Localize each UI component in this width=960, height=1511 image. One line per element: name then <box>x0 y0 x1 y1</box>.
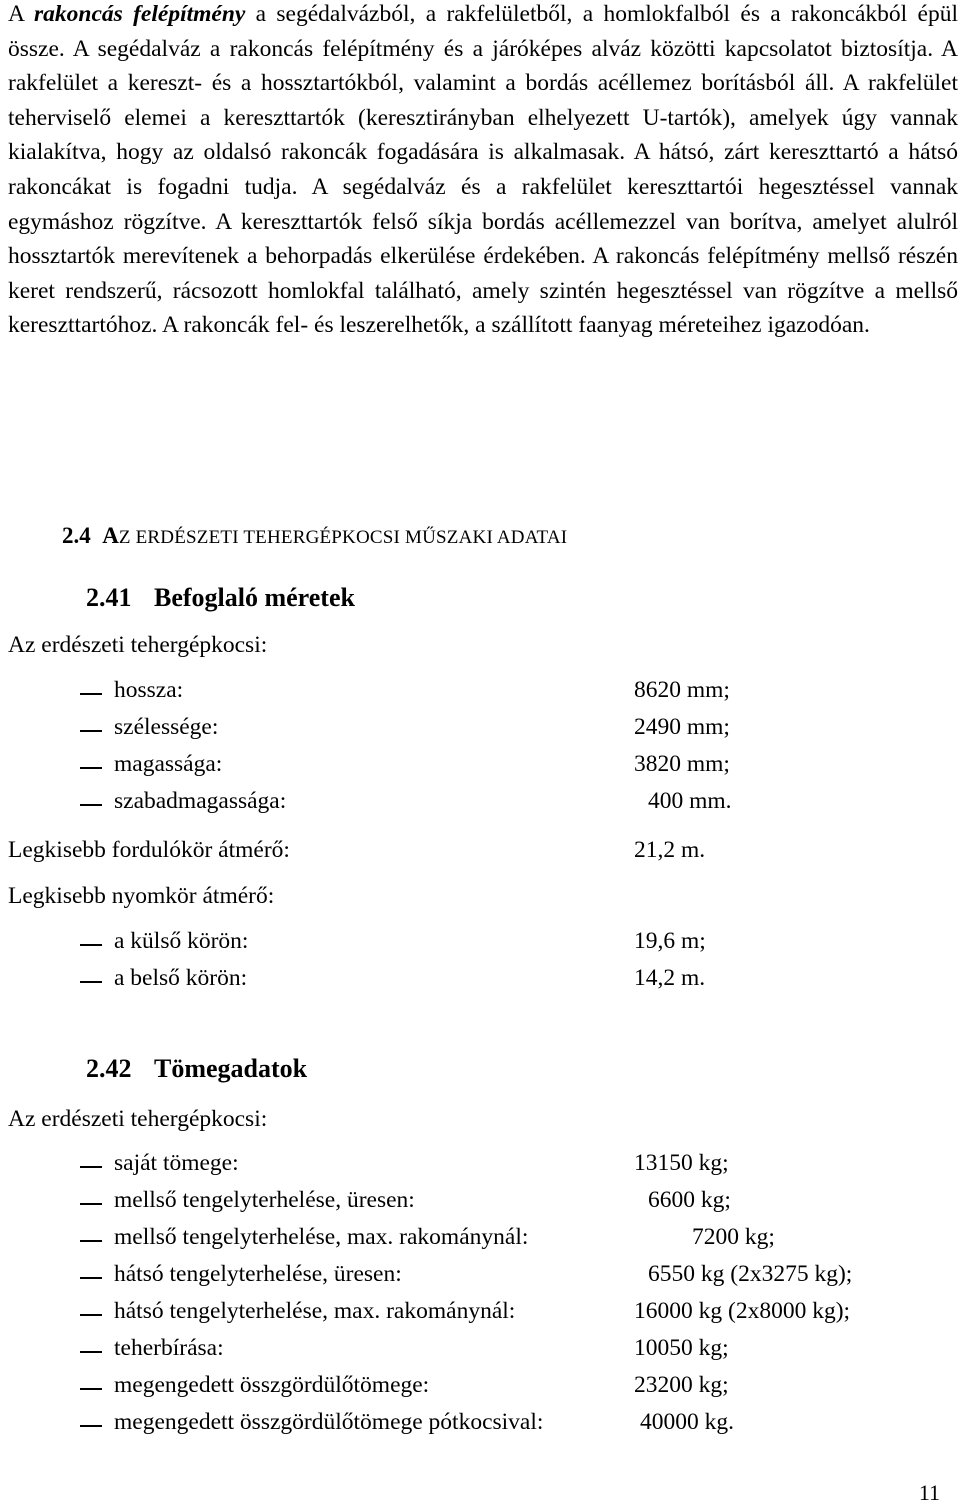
dash-marker <box>80 730 102 732</box>
dim-value: 3820 mm; <box>634 751 730 777</box>
subsection-title: Tömegadatok <box>154 1054 308 1083</box>
mass-label: hátsó tengelyterhelése, üresen: <box>114 1261 402 1287</box>
intro-text: a segédalvázból, a rakfelületből, a homlokfalból és a rakoncákból épül össze. A segédalváz a rakoncás felépítmény és a járóképes alváz közötti kapcsolatot biztosítja. A rakfelület a kereszt- és a hossztartókból, valamint a bordás acéllemez borításból áll. A rakfelület teherviselő elemei a kereszttartók (keresztirányban elhelyezett U-tartók), amelyek úgy vannak kialakítva, hogy az oldalsó rakoncák fogadására is alkalmasak. A hátsó, zárt kereszttartó a hátsó rakoncákat is fogadni tudja. A segédalváz és a rakfelület kereszttartói hegesztéssel vannak egymáshoz rögzítve. A kereszttartók felső síkja bordás acéllemezzel van borítva, amelyet alulról hossztartók merevítenek a behorpadás elkerülése érdekében. A rakoncás felépítmény mellső részén keret rendszerű, rácsozott homlokfal található, amely szintén hegesztéssel van rögzítve a mellső kereszttartóhoz. A rakoncák fel- és leszerelhetők, a szállított faanyag méreteihez igazodóan. <box>8 1 958 339</box>
dim-value: 400 mm. <box>648 788 732 814</box>
mass-value: 6600 kg; <box>648 1187 731 1213</box>
mass-label: hátsó tengelyterhelése, max. rakománynál: <box>114 1298 516 1324</box>
page-number: 11 <box>918 1480 940 1505</box>
dash-marker <box>80 1314 102 1316</box>
mass-label: saját tömege: <box>114 1150 239 1176</box>
mass-label: mellső tengelyterhelése, max. rakománynál: <box>114 1224 529 1250</box>
mass-intro: Az erdészeti tehergépkocsi: <box>8 1106 268 1132</box>
dash-marker <box>80 693 102 695</box>
intro-prefix: A <box>8 1 34 27</box>
mass-label: megengedett összgördülőtömege: <box>114 1372 430 1398</box>
track-circle-label: Legkisebb nyomkör átmérő: <box>8 883 275 909</box>
dims-intro: Az erdészeti tehergépkocsi: <box>8 632 268 658</box>
dash-marker <box>80 1240 102 1242</box>
track-label: a belső körön: <box>114 965 248 991</box>
dash-marker <box>80 1351 102 1353</box>
mass-value: 13150 kg; <box>634 1150 729 1176</box>
mass-label: teherbírása: <box>114 1335 224 1361</box>
mass-value: 16000 kg (2x8000 kg); <box>634 1298 851 1324</box>
section-title-first: A <box>102 523 119 548</box>
mass-value: 40000 kg. <box>640 1409 734 1435</box>
mass-value: 7200 kg; <box>692 1224 775 1250</box>
intro-paragraph <box>8 0 958 343</box>
section-title-rest: Z ERDÉSZETI TEHERGÉPKOCSI MŰSZAKI ADATAI <box>118 527 568 548</box>
mass-value: 23200 kg; <box>634 1372 729 1398</box>
mass-value: 10050 kg; <box>634 1335 729 1361</box>
dash-marker <box>80 804 102 806</box>
section-heading <box>62 523 567 549</box>
dim-value: 8620 mm; <box>634 677 730 703</box>
dash-marker <box>80 1203 102 1205</box>
track-label: a külső körön: <box>114 928 249 954</box>
dash-marker <box>80 1277 102 1279</box>
dash-marker <box>80 981 102 983</box>
intro-emphasis: rakoncás felépítmény <box>34 1 246 27</box>
dash-marker <box>80 1425 102 1427</box>
turning-circle-value: 21,2 m. <box>634 837 706 863</box>
track-value: 14,2 m. <box>634 965 706 991</box>
dash-marker <box>80 1388 102 1390</box>
mass-label: megengedett összgördülőtömege pótkocsival: <box>114 1409 544 1435</box>
dash-marker <box>80 1166 102 1168</box>
subsection-title: Befoglaló méretek <box>154 583 355 612</box>
dash-marker <box>80 767 102 769</box>
dim-label: szélessége: <box>114 714 219 740</box>
subsection-number: 2.42 <box>86 1054 132 1083</box>
track-value: 19,6 m; <box>634 928 706 954</box>
mass-value: 6550 kg (2x3275 kg); <box>648 1261 853 1287</box>
dash-marker <box>80 944 102 946</box>
dim-value: 2490 mm; <box>634 714 730 740</box>
turning-circle-label: Legkisebb fordulókör átmérő: <box>8 837 290 863</box>
section-number: 2.4 <box>62 523 91 548</box>
subsection-heading-mass <box>86 1054 307 1084</box>
dim-label: magassága: <box>114 751 223 777</box>
dim-label: hossza: <box>114 677 184 703</box>
mass-label: mellső tengelyterhelése, üresen: <box>114 1187 415 1213</box>
subsection-number: 2.41 <box>86 583 132 612</box>
subsection-heading-dims <box>86 583 355 613</box>
dim-label: szabadmagassága: <box>114 788 287 814</box>
